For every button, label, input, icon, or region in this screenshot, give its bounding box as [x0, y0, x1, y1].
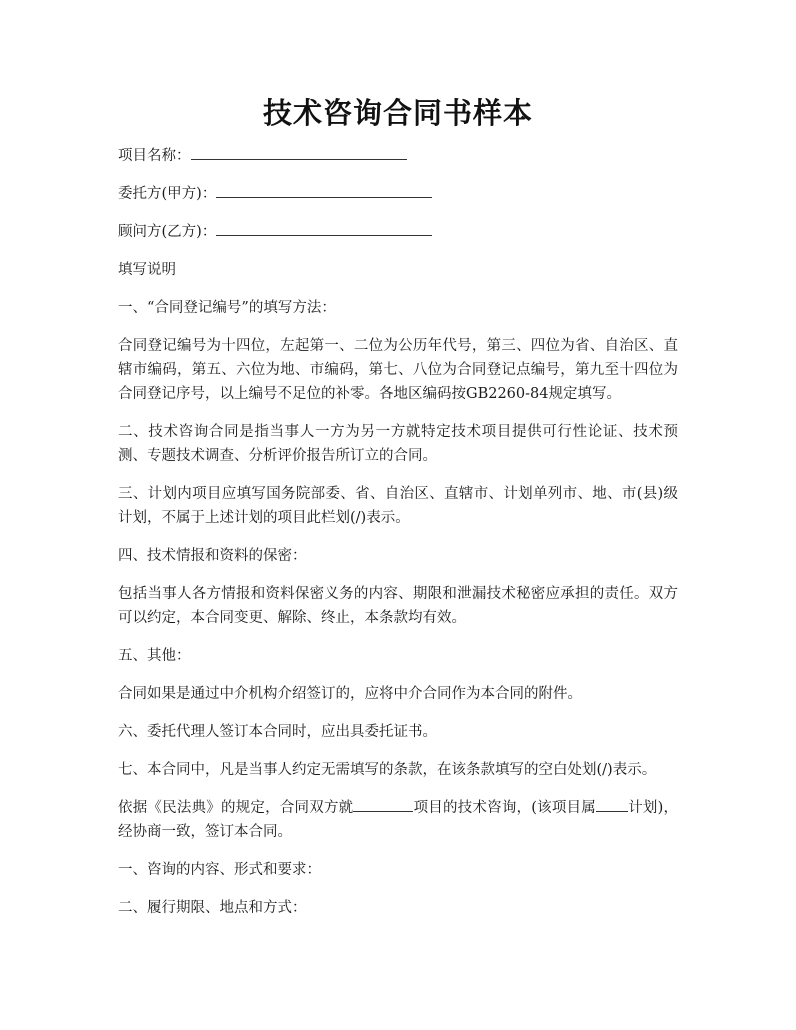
clause-heading: 一、咨询的内容、形式和要求： — [118, 862, 321, 878]
section-paragraph: 二、技术咨询合同是指当事人一方为另一方就特定技术项目提供可行性论证、技术预测、专题技术调查、分析评价报告所订立的合同。 — [118, 424, 678, 464]
preamble-text: 计划)，经协商一致，签订本合同。 — [118, 800, 678, 840]
preamble-paragraph — [118, 796, 678, 844]
section-paragraph: 包括当事人各方情报和资料保密义务的内容、期限和泄漏技术秘密应承担的责任。双方可以约定，本合同变更、解除、终止，本条款均有效。 — [118, 586, 678, 626]
document-title: 技术咨询合同书样本 — [262, 96, 533, 130]
field-label: 顾问方(乙方)： — [118, 224, 217, 240]
project-blank[interactable] — [353, 797, 413, 812]
party-a-blank[interactable] — [216, 183, 432, 198]
section-paragraph: 合同登记编号为十四位，左起第一、二位为公历年代号，第三、四位为省、自治区、直辖市编码，第五、六位为地、市编码，第七、八位为合同登记点编号，第九至十四位为合同登记序号，以上编号不足位的补零。各地区编码按GB2260-84规定填写。 — [118, 338, 678, 402]
document-body — [118, 144, 678, 920]
section-paragraph: 三、计划内项目应填写国务院部委、省、自治区、直辖市、计划单列市、地、市(县)级计划，不属于上述计划的项目此栏划(/)表示。 — [118, 486, 678, 526]
field-label: 委托方(甲方)： — [118, 186, 217, 202]
section-paragraph: 六、委托代理人签订本合同时，应出具委托证书。 — [118, 724, 437, 740]
party-b-blank[interactable] — [216, 221, 432, 236]
project-name-blank[interactable] — [191, 145, 407, 160]
preamble-text: 依据《民法典》的规定，合同双方就 — [118, 800, 354, 816]
instructions-heading: 填写说明 — [118, 262, 176, 278]
plan-blank[interactable] — [596, 797, 628, 812]
clause-heading: 二、履行期限、地点和方式： — [118, 900, 307, 916]
field-client-party-a — [118, 182, 678, 206]
field-label: 项目名称： — [118, 148, 191, 164]
section-paragraph: 合同如果是通过中介机构介绍签订的，应将中介合同作为本合同的附件。 — [118, 686, 582, 702]
field-consultant-party-b — [118, 220, 678, 244]
section-paragraph: 四、技术情报和资料的保密： — [118, 548, 307, 564]
section-paragraph: 一、“合同登记编号”的填写方法： — [118, 300, 336, 316]
section-paragraph: 五、其他： — [118, 648, 191, 664]
preamble-text: 项目的技术咨询，(该项目属 — [413, 800, 596, 816]
field-project-name — [118, 144, 678, 168]
section-paragraph: 七、本合同中，凡是当事人约定无需填写的条款，在该条款填写的空白处划(/)表示。 — [118, 762, 657, 778]
